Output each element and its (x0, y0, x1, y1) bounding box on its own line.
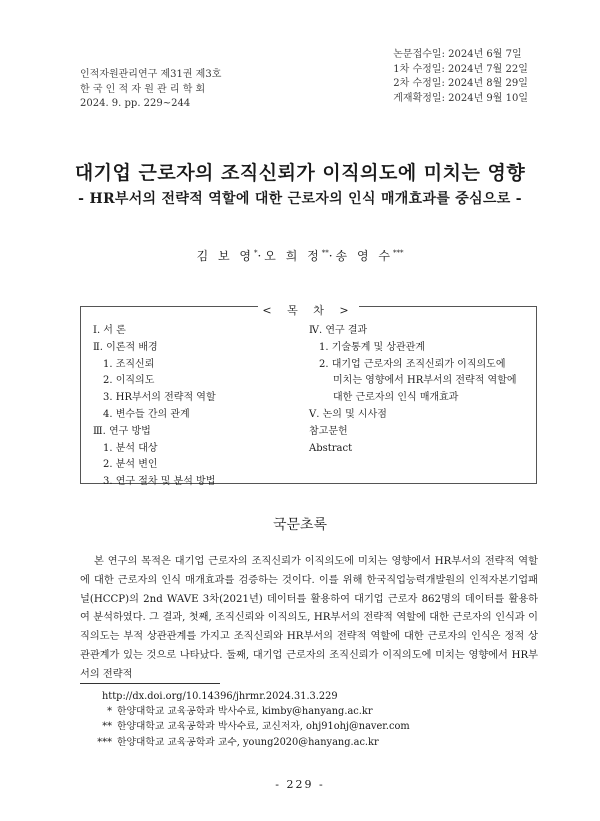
toc-item: 참고문헌 (309, 425, 348, 437)
footnote-mark: ** (102, 721, 112, 733)
page-number: - 229 - (275, 778, 325, 791)
toc-item: 3. HR부서의 전략적 역할 (103, 392, 216, 404)
author-1-mark: * (253, 249, 258, 257)
footnotes (82, 689, 410, 750)
toc-heading: < 목 차 > (258, 304, 358, 317)
footnote-divider (80, 683, 220, 684)
journal-name: 인적자원관리연구 제31권 제3호 (80, 69, 222, 80)
author-line (0, 247, 600, 264)
author-2-mark: ** (321, 249, 329, 257)
paper-subtitle: - HR부서의 전략적 역할에 대한 근로자의 인식 매개효과를 중심으로 - (78, 191, 522, 207)
toc-item: Ⅲ. 연구 방법 (93, 425, 151, 437)
footnote-3 (82, 735, 410, 750)
toc-item: Ⅱ. 이론적 배경 (93, 341, 158, 353)
toc-item: 1. 기술통계 및 상관관계 (319, 341, 426, 353)
footnote-text: 한양대학교 교육공학과 박사수료, 교신저자, ohj91ohj@naver.com (117, 721, 410, 733)
doi-link[interactable]: http://dx.doi.org/10.14396/jhrmr.2024.31.3.229 (102, 691, 338, 702)
abstract-heading: 국문초록 (272, 517, 328, 533)
footnote-text: 한양대학교 교육공학과 교수, young2020@hanyang.ac.kr (117, 736, 379, 748)
abstract-body: 본 연구의 목적은 대기업 근로자의 조직신뢰가 이직의도에 미치는 영향에서 HR부서의 전략적 역할에 대한 근로자의 인식 매개효과를 검증하는 것이다. 이를 위해 한국직업능력개발원의 인적자본기업패널(HCCP)의 2nd WAVE 3차(2021년) 데이터를 활용하여 대기업 근로자 862명의 데이터를 활용하여 분석하였다. 그 결과, 첫째, 조직신뢰와 이직의도, HR부서의 전략적 역할에 대한 근로자의 인식과 이직의도는 부적 상관관계를 가지고 조직신뢰와 HR부서의 전략적 역할에 대한 근로자의 인식은 정적 상관관계가 있는 것으로 나타났다. 둘째, 대기업 근로자의 조직신뢰가 이직의도에 미치는 영향에서 HR부서의 전략적 (80, 556, 538, 680)
author-separator: · (328, 249, 336, 263)
footnote-1 (82, 704, 410, 719)
toc-item: Abstract (309, 442, 353, 454)
toc-item: Ⅳ. 연구 결과 (309, 325, 368, 336)
toc-item: 2. 이직의도 (103, 375, 155, 387)
toc-item: 대한 근로자의 인식 매개효과 (333, 392, 459, 404)
date-accepted: 게재확정일: 2024년 9월 10일 (393, 92, 528, 104)
date-revised-2: 2차 수정일: 2024년 8월 29일 (393, 78, 528, 89)
author-separator: · (257, 249, 265, 263)
paper-title: 대기업 근로자의 조직신뢰가 이직의도에 미치는 영향 (74, 162, 526, 184)
journal-issue: 2024. 9. pp. 229~244 (80, 98, 191, 109)
footnote-2 (82, 719, 410, 734)
author-1: 김 보 영 (196, 249, 254, 263)
footnote-mark: *** (97, 736, 112, 748)
date-received: 논문접수일: 2024년 6월 7일 (393, 49, 522, 60)
toc-item: 3. 연구 절차 및 분석 방법 (103, 476, 216, 488)
toc-item: 1. 분석 대상 (103, 442, 158, 454)
author-2: 오 희 정 (264, 249, 322, 263)
toc-item: Ⅴ. 논의 및 시사점 (309, 408, 387, 420)
submission-dates (393, 48, 528, 106)
date-revised-1: 1차 수정일: 2024년 7월 22일 (393, 63, 528, 75)
toc-item: 4. 변수들 간의 관계 (103, 408, 190, 420)
author-3-mark: *** (392, 249, 404, 257)
toc-item: Ⅰ. 서 론 (93, 325, 126, 336)
toc-item: 2. 분석 변인 (103, 459, 158, 471)
footnote-text: 한양대학교 교육공학과 박사수료, kimby@hanyang.ac.kr (117, 706, 373, 718)
toc-item: 1. 조직신뢰 (103, 358, 155, 370)
journal-society: 한 국 인 적 자 원 관 리 학 회 (80, 83, 206, 95)
table-of-contents (80, 304, 537, 488)
toc-left-column (93, 323, 216, 491)
journal-info (80, 68, 221, 112)
author-3: 송 영 수 (335, 249, 393, 263)
footnote-mark: * (107, 706, 112, 718)
toc-item: 미치는 영향에서 HR부서의 전략적 역할에 (333, 375, 517, 387)
toc-right-column (309, 323, 517, 457)
toc-item: 2. 대기업 근로자의 조직신뢰가 이직의도에 (319, 358, 506, 370)
